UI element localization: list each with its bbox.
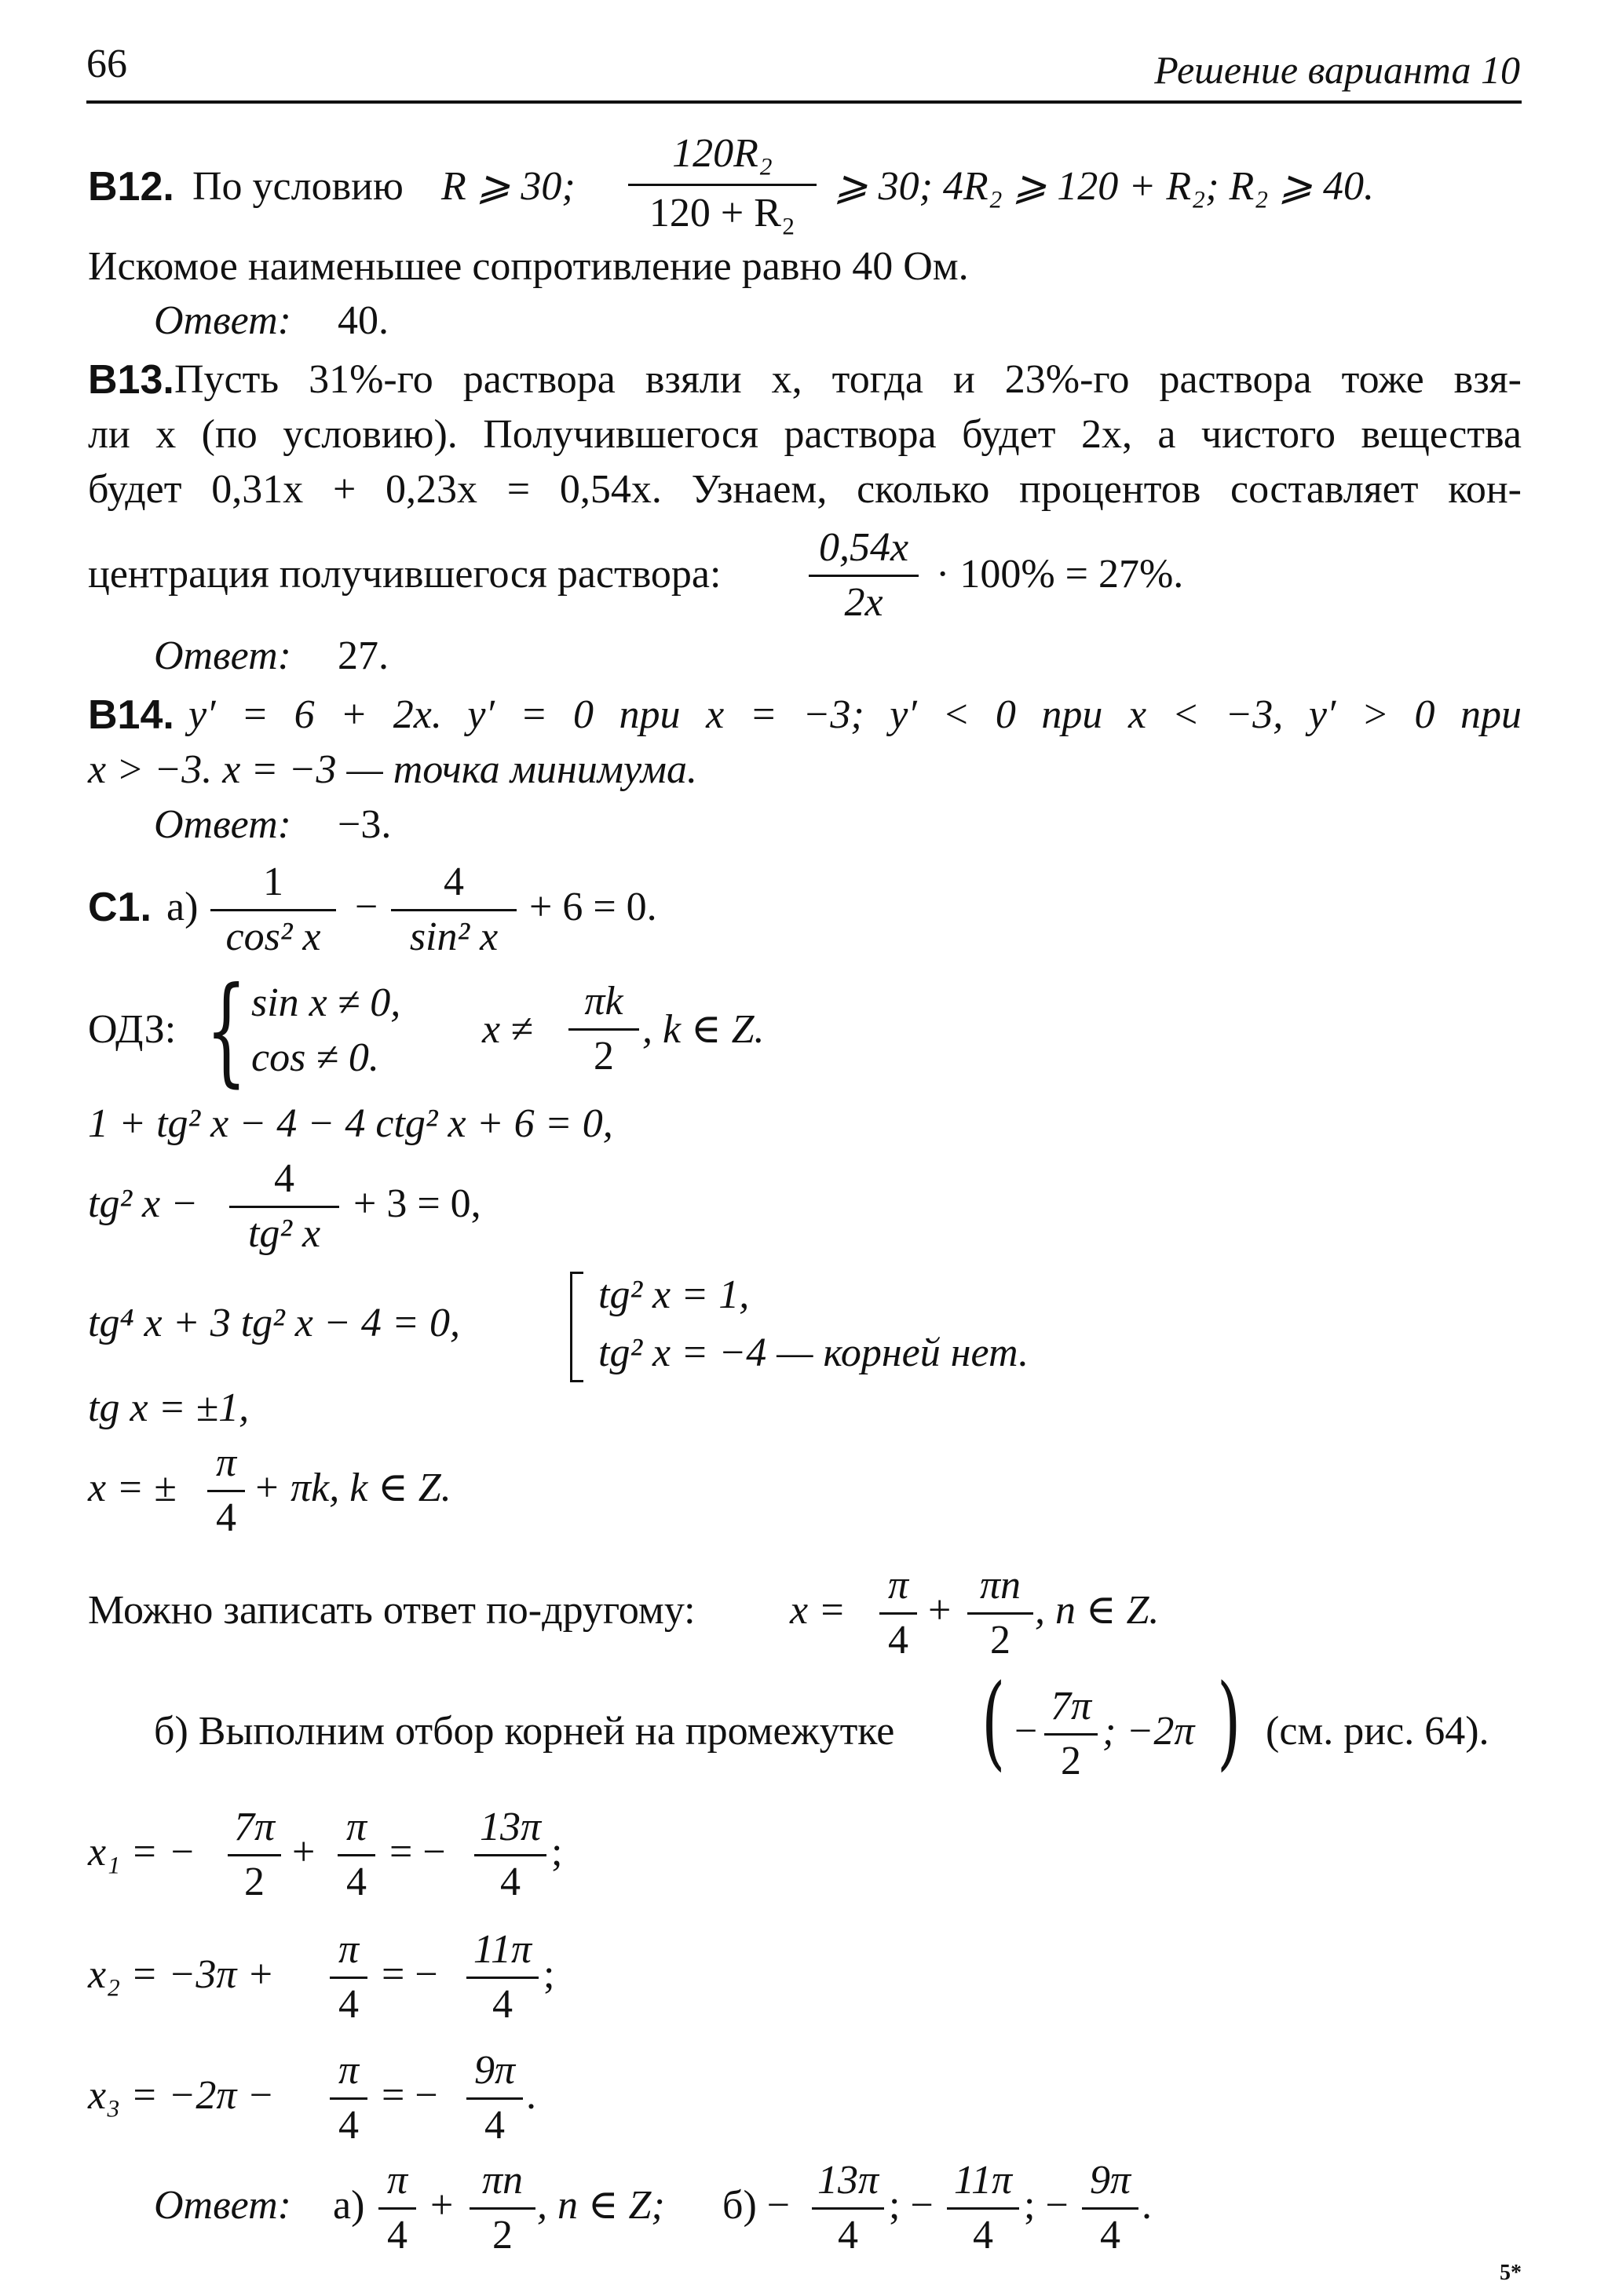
- c1-frac-2-numerator: 4: [444, 860, 464, 904]
- b13-answer-value: 27.: [338, 633, 389, 678]
- c1-equation-1: 1 + tg² x − 4 − 4 ctg² x + 6 = 0,: [88, 1101, 613, 1146]
- c1-odz-frac-denominator: 2: [594, 1034, 614, 1079]
- c1-equation-5-rhs: + πk, k ∈ Z.: [253, 1466, 451, 1510]
- c1-x1-frac-1-numerator: 7π: [233, 1805, 276, 1849]
- c1-x2-end: ;: [543, 1952, 555, 1997]
- c1-x3-fraction-1: [330, 2050, 367, 2152]
- c1-alternate-fraction-1: [879, 1565, 917, 1667]
- c1-x1-fraction-3: [474, 1807, 546, 1909]
- c1-case-1: tg² x = 1,: [598, 1272, 750, 1317]
- c1-interval-fraction: [1044, 1686, 1098, 1788]
- c1-eq2-frac-numerator: 4: [274, 1156, 294, 1201]
- c1-answer-part-a: а): [333, 2183, 365, 2228]
- c1-x2-frac-2-numerator: 11π: [473, 1927, 532, 1972]
- c1-part-a-label: а): [166, 885, 199, 929]
- c1-ans-frac-1-denominator: 4: [387, 2213, 407, 2258]
- c1-case-2: tg² x = −4 — корней нет.: [598, 1331, 1029, 1375]
- c1-equation-2-fraction: [229, 1156, 339, 1261]
- c1-x1-frac-3-denominator: 4: [500, 1860, 521, 1904]
- c1-ans-frac-2-numerator: πn: [481, 2158, 524, 2203]
- c1-x1-equals: = −: [389, 1830, 446, 1874]
- b13-fraction: [809, 527, 919, 630]
- c1-x3-end: .: [526, 2073, 536, 2118]
- fraction-bar: [228, 1854, 281, 1856]
- c1-x2-equals: = −: [382, 1952, 438, 1997]
- b14-answer-label: Ответ:: [154, 802, 291, 847]
- interval-open-paren: (: [981, 1662, 1006, 1781]
- b12-answer-label: Ответ:: [154, 298, 291, 343]
- c1-interval-frac-numerator: 7π: [1050, 1684, 1092, 1728]
- c1-ans-frac-3-numerator: 13π: [817, 2158, 879, 2203]
- c1-x3-frac-1-denominator: 4: [338, 2103, 359, 2148]
- c1-ans-frac-3-denominator: 4: [838, 2213, 858, 2258]
- c1-ans-frac-5-denominator: 4: [1100, 2213, 1120, 2258]
- b13-frac-denominator: 2x: [844, 580, 883, 625]
- c1-x1-frac-2-denominator: 4: [346, 1860, 367, 1904]
- c1-equation-4: tg x = ±1,: [88, 1385, 250, 1430]
- c1-eq5-frac-denominator: 4: [216, 1495, 236, 1540]
- c1-answer-end: .: [1142, 2183, 1152, 2228]
- c1-x2-frac-1-denominator: 4: [338, 1982, 359, 2027]
- c1-equation-2-lhs: tg² x −: [88, 1181, 199, 1226]
- b12-answer-value: 40.: [338, 298, 389, 343]
- c1-alternate-fraction-2: [967, 1565, 1033, 1667]
- c1-interval-frac-denominator: 2: [1061, 1739, 1081, 1783]
- c1-x3-fraction-2: [466, 2050, 523, 2152]
- c1-eq5-frac-numerator: π: [215, 1440, 237, 1485]
- c1-x2-frac-2-denominator: 4: [492, 1982, 513, 2027]
- c1-ans-frac-5-numerator: 9π: [1089, 2158, 1131, 2203]
- fraction-bar: [568, 1028, 639, 1031]
- c1-alt-frac-2-numerator: πn: [979, 1563, 1021, 1608]
- fraction-bar: [229, 1206, 339, 1208]
- c1-odz-label: ОДЗ:: [88, 1007, 177, 1052]
- b13-answer-label: Ответ:: [154, 633, 291, 678]
- fraction-bar: [391, 909, 517, 911]
- b12-frac-numerator: 120R₂: [672, 131, 773, 176]
- c1-x1-end: ;: [551, 1830, 563, 1874]
- fraction-bar: [809, 575, 919, 577]
- fraction-bar: [474, 1854, 546, 1856]
- c1-alternate-plus: +: [928, 1588, 952, 1633]
- c1-answer-separator-1: ; −: [889, 2183, 934, 2228]
- c1-plus-six: + 6 = 0.: [529, 885, 657, 929]
- running-title: Решение варианта 10: [1154, 48, 1520, 92]
- c1-minus: −: [355, 885, 378, 929]
- c1-frac-2-denominator: sin² x: [409, 914, 499, 959]
- c1-part-b-text: б) Выполним отбор корней на промежутке: [154, 1709, 895, 1754]
- c1-x2-frac-1-numerator: π: [338, 1927, 360, 1972]
- c1-odz-frac-numerator: πk: [584, 979, 623, 1024]
- c1-alt-frac-1-numerator: π: [887, 1563, 909, 1608]
- c1-x3-frac-1-numerator: π: [338, 2048, 360, 2093]
- fraction-bar: [210, 909, 336, 911]
- c1-interval-end: ; −2π: [1102, 1709, 1195, 1754]
- b12-label: B12.: [88, 164, 174, 210]
- c1-equation-5-lhs: x = ±: [88, 1466, 177, 1510]
- fraction-bar: [330, 1977, 367, 1979]
- c1-label: C1.: [88, 885, 152, 930]
- c1-answer-n: , n ∈ Z;: [537, 2183, 665, 2228]
- c1-odz-fraction: [568, 981, 639, 1083]
- c1-equation-3: tg⁴ x + 3 tg² x − 4 = 0,: [88, 1301, 460, 1345]
- page-number: 66: [86, 42, 127, 86]
- c1-answer-fraction-1: [378, 2160, 416, 2262]
- b14-label: B14.: [88, 692, 174, 738]
- b12-conclusion: Искомое наименьшее сопротивление равно 40 Ом.: [88, 244, 969, 289]
- c1-equation-5-fraction: [207, 1440, 245, 1545]
- c1-x3-frac-2-denominator: 4: [484, 2103, 505, 2148]
- c1-frac-1: [210, 862, 336, 964]
- b12-fraction: [628, 133, 817, 243]
- fraction-bar: [879, 1612, 917, 1615]
- fraction-bar: [812, 2207, 884, 2210]
- c1-answer-plus: +: [430, 2183, 454, 2228]
- c1-x3-equals: = −: [382, 2073, 438, 2118]
- c1-answer-separator-2: ; −: [1024, 2183, 1069, 2228]
- c1-frac-1-numerator: 1: [263, 860, 283, 904]
- signature-mark: 5*: [1500, 2261, 1522, 2285]
- c1-x1-frac-2-numerator: π: [345, 1805, 367, 1849]
- c1-answer-label: Ответ:: [154, 2183, 291, 2228]
- c1-answer-fraction-4: [947, 2160, 1019, 2262]
- c1-alternate-text: Можно записать ответ по-другому:: [88, 1588, 696, 1633]
- cases-bracket: [570, 1272, 583, 1382]
- fraction-bar: [207, 1490, 245, 1492]
- c1-interval-minus: −: [1014, 1709, 1038, 1754]
- c1-odz-condition-1: sin x ≠ 0,: [251, 980, 401, 1025]
- b12-text: По условию: [192, 164, 404, 209]
- b13-result: · 100% = 27%.: [936, 552, 1184, 597]
- c1-x3-frac-2-numerator: 9π: [473, 2048, 516, 2093]
- fraction-bar: [1082, 2207, 1138, 2210]
- c1-frac-1-denominator: cos² x: [225, 914, 321, 959]
- c1-eq2-frac-denominator: tg² x: [247, 1211, 321, 1256]
- b14-answer-value: −3.: [338, 802, 392, 847]
- c1-answer-fraction-2: [470, 2160, 535, 2262]
- c1-x2-lhs: x₂ = −3π +: [88, 1952, 275, 1997]
- c1-odz-k: , k ∈ Z.: [642, 1007, 765, 1052]
- b13-line-1: Пусть 31%-го раствора взяли x, тогда и 23%-го раствора тоже взя-: [174, 357, 1522, 402]
- fraction-bar: [466, 2097, 523, 2100]
- c1-alt-frac-1-denominator: 4: [888, 1618, 908, 1663]
- b12-frac-denominator: 120 + R₂: [649, 191, 796, 235]
- c1-x1-fraction-2: [338, 1807, 375, 1909]
- c1-answer-part-b: б) −: [722, 2183, 791, 2228]
- interval-close-paren: ): [1217, 1662, 1241, 1781]
- fraction-bar: [470, 2207, 535, 2210]
- c1-x2-fraction-1: [330, 1929, 367, 2031]
- fraction-bar: [967, 1612, 1033, 1615]
- c1-alternate-n: , n ∈ Z.: [1035, 1588, 1160, 1633]
- c1-alt-frac-2-denominator: 2: [990, 1618, 1010, 1663]
- c1-x1-frac-3-numerator: 13π: [479, 1805, 542, 1849]
- c1-x1-frac-1-denominator: 2: [244, 1860, 265, 1904]
- c1-x2-fraction-2: [466, 1929, 539, 2031]
- c1-odz-x: x ≠: [482, 1007, 533, 1052]
- c1-alternate-x: x =: [790, 1588, 846, 1633]
- fraction-bar: [628, 184, 817, 186]
- c1-equation-2-rhs: + 3 = 0,: [353, 1181, 481, 1226]
- b13-line-2: ли x (по условию). Получившегося раствора будет 2x, а чистого вещества: [88, 412, 1522, 457]
- b13-label: B13.: [88, 357, 174, 403]
- b12-condition: R ⩾ 30;: [441, 164, 576, 209]
- b13-line-3: будет 0,31x + 0,23x = 0,54x. Узнаем, сколько процентов составляет кон-: [88, 467, 1522, 512]
- b14-line-2: x > −3. x = −3 — точка минимума.: [88, 747, 697, 792]
- c1-frac-2: [391, 862, 517, 964]
- b13-frac-numerator: 0,54x: [818, 525, 909, 570]
- c1-odz-condition-2: cos ≠ 0.: [251, 1035, 379, 1080]
- c1-figure-reference: (см. рис. 64).: [1266, 1709, 1489, 1754]
- b13-line-4: центрация получившегося раствора:: [88, 552, 722, 597]
- c1-x1-lhs: x₁ = −: [88, 1830, 196, 1874]
- b14-line-1: y′ = 6 + 2x. y′ = 0 при x = −3; y′ < 0 при x < −3, y′ > 0 при: [188, 692, 1522, 737]
- fraction-bar: [338, 1854, 375, 1856]
- c1-answer-fraction-5: [1082, 2160, 1138, 2262]
- fraction-bar: [378, 2207, 416, 2210]
- b12-inequalities: ⩾ 30; 4R₂ ⩾ 120 + R₂; R₂ ⩾ 40.: [834, 164, 1374, 209]
- fraction-bar: [330, 2097, 367, 2100]
- fraction-bar: [1044, 1733, 1098, 1736]
- c1-x3-lhs: x₃ = −2π −: [88, 2073, 275, 2118]
- c1-ans-frac-4-denominator: 4: [973, 2213, 993, 2258]
- c1-x1-plus: +: [292, 1830, 316, 1874]
- system-brace: {: [206, 962, 247, 1099]
- c1-ans-frac-1-numerator: π: [386, 2158, 408, 2203]
- c1-ans-frac-2-denominator: 2: [492, 2213, 513, 2258]
- c1-x1-fraction-1: [228, 1807, 281, 1909]
- fraction-bar: [947, 2207, 1019, 2210]
- fraction-bar: [466, 1977, 539, 1979]
- c1-answer-fraction-3: [812, 2160, 884, 2262]
- c1-ans-frac-4-numerator: 11π: [953, 2158, 1013, 2203]
- header-rule: [86, 100, 1522, 104]
